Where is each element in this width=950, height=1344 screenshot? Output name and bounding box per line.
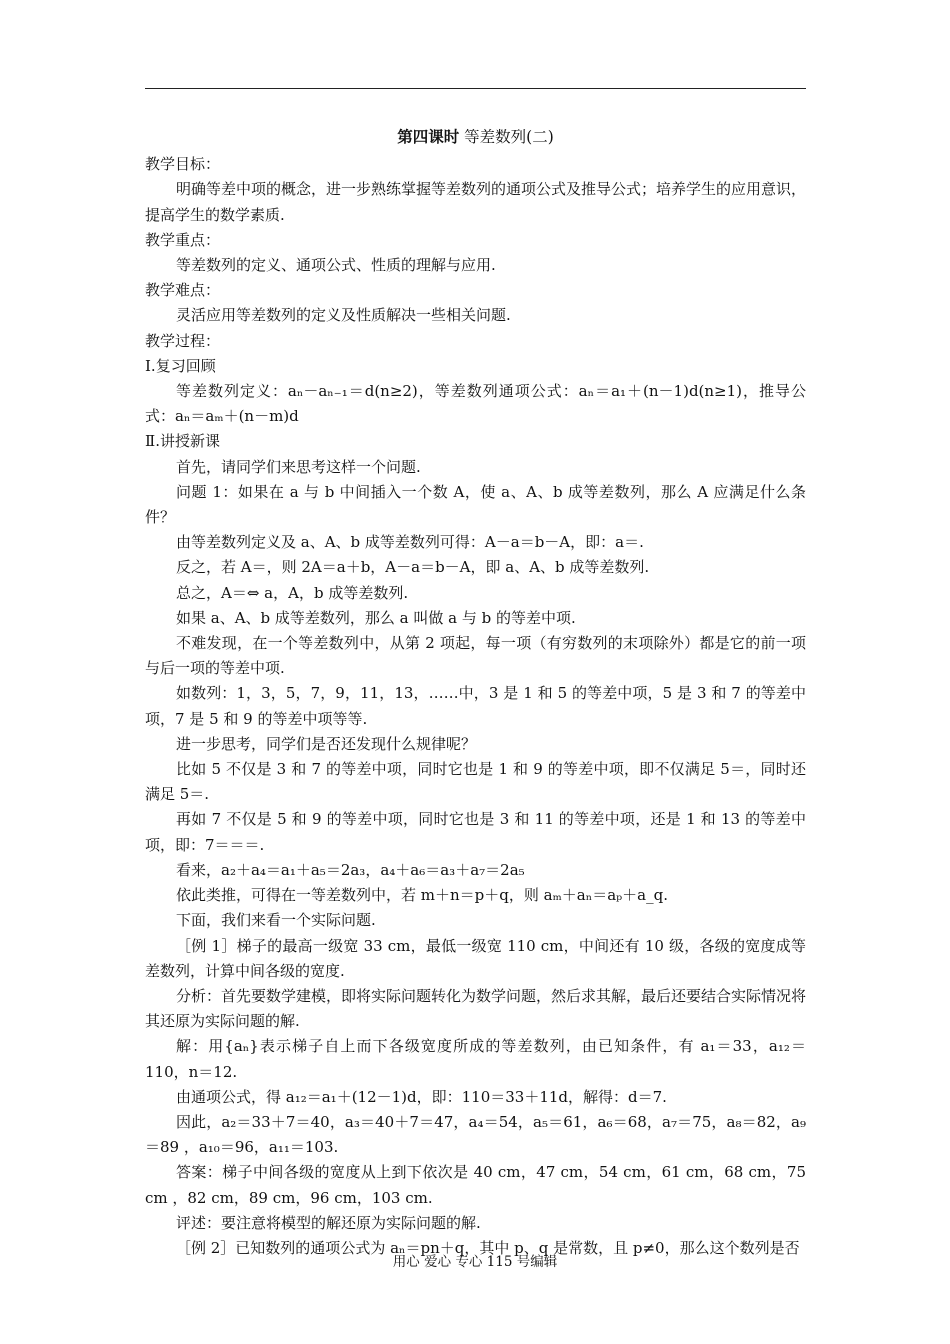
text-line: 下面，我们来看一个实际问题. bbox=[176, 911, 376, 930]
text-lines bbox=[145, 152, 806, 1261]
text-line: 进一步思考，同学们是否还发现什么规律呢？ bbox=[176, 734, 477, 753]
text-line: 等差数列的定义、通项公式、性质的理解与应用. bbox=[176, 256, 496, 275]
header-rule bbox=[145, 88, 806, 89]
text-line: 如果 a、A、b 成等差数列，那么 a 叫做 a 与 b 的等差中项. bbox=[176, 608, 576, 627]
text-line: 灵活应用等差数列的定义及性质解决一些相关问题. bbox=[176, 306, 511, 325]
text-line: ［例 2］已知数列的通项公式为 aₙ＝pn＋q，其中 p、q 是常数，且 p≠0，那么这个数列是否 bbox=[176, 1238, 800, 1257]
text-line: 如数列：1，3，5，7，9，11，13，……中，3 是 1 和 5 的等差中项，5 是 3 和 7 的等差中项，7 是 5 和 9 的等差中项等等. bbox=[145, 684, 806, 728]
text-line: 等差数列定义：aₙ－aₙ₋₁＝d(n≥2)，等差数列通项公式：aₙ＝a₁＋(n－1)d(n≥1)，推导公式：aₙ＝aₘ＋(n－m)d bbox=[145, 382, 806, 426]
text-line: 比如 5 不仅是 3 和 7 的等差中项，同时它也是 1 和 9 的等差中项，即不仅满足 5＝，同时还满足 5＝. bbox=[145, 760, 806, 804]
text-line: 问题 1：如果在 a 与 b 中间插入一个数 A，使 a、A、b 成等差数列，那么 A 应满足什么条件？ bbox=[145, 482, 806, 527]
page-footer: 用心 爱心 专心 115 号编辑 bbox=[392, 1254, 558, 1270]
text-line: 由等差数列定义及 a、A、b 成等差数列可得：A－a＝b－A，即：a＝. bbox=[176, 533, 644, 552]
text-line: 不难发现，在一个等差数列中，从第 2 项起，每一项（有穷数列的末项除外）都是它的前一项与后一项的等差中项. bbox=[145, 634, 806, 678]
text-line: 评述：要注意将模型的解还原为实际问题的解. bbox=[176, 1213, 481, 1232]
page-title: 第四课时 等差数列(二) bbox=[397, 127, 554, 146]
text-line: 由通项公式，得 a₁₂＝a₁＋(12－1)d，即：110＝33＋11d，解得：d＝7. bbox=[176, 1087, 667, 1106]
text-line: 分析：首先要数学建模，即将实际问题转化为数学问题，然后求其解，最后还要结合实际情况将其还原为实际问题的解. bbox=[145, 986, 807, 1031]
text-line: 看来，a₂＋a₄＝a₁＋a₅＝2a₃，a₄＋a₆＝a₃＋a₇＝2a₅ bbox=[176, 860, 525, 879]
text-line: Ⅰ.复习回顾 bbox=[145, 356, 216, 375]
text-line: 解：用{aₙ}表示梯子自上而下各级宽度所成的等差数列，由已知条件，有 a₁＝33，a₁₂＝110，n＝12. bbox=[145, 1037, 806, 1081]
text-line: 再如 7 不仅是 5 和 9 的等差中项，同时它也是 3 和 11 的等差中项，还是 1 和 13 的等差中项，即：7＝＝＝. bbox=[145, 810, 806, 854]
text-line: 总之，A＝⇔ a，A，b 成等差数列. bbox=[176, 583, 409, 602]
text-line: 教学过程： bbox=[145, 331, 221, 350]
text-line: 教学重点： bbox=[145, 230, 221, 249]
text-line: 答案：梯子中间各级的宽度从上到下依次是 40 cm，47 cm，54 cm，61 cm，68 cm，75 cm ，82 cm，89 cm，96 cm，103 cm. bbox=[145, 1163, 806, 1207]
text-line: 教学难点： bbox=[145, 281, 221, 300]
text-line: 明确等差中项的概念，进一步熟练掌握等差数列的通项公式及推导公式；培养学生的应用意识，提高学生的数学素质. bbox=[145, 180, 807, 224]
text-line: ［例 1］梯子的最高一级宽 33 cm，最低一级宽 110 cm，中间还有 10 级，各级的宽度成等差数列，计算中间各级的宽度. bbox=[145, 936, 806, 980]
text-line: 教学目标： bbox=[145, 155, 221, 174]
text-line: Ⅱ.讲授新课 bbox=[145, 432, 220, 451]
document-body bbox=[145, 124, 806, 1261]
text-line: 反之，若 A＝，则 2A＝a＋b，A－a＝b－A，即 a、A、b 成等差数列. bbox=[176, 558, 650, 577]
text-line: 首先，请同学们来思考这样一个问题. bbox=[176, 457, 421, 476]
text-line: 因此，a₂＝33＋7＝40，a₃＝40＋7＝47，a₄＝54，a₅＝61，a₆＝68，a₇＝75，a₈＝82，a₉＝89 ，a₁₀＝96，a₁₁＝103. bbox=[145, 1112, 806, 1157]
text-line: 依此类推，可得在一等差数列中，若 m＋n＝p＋q，则 aₘ＋aₙ＝aₚ＋a_q. bbox=[176, 886, 668, 905]
